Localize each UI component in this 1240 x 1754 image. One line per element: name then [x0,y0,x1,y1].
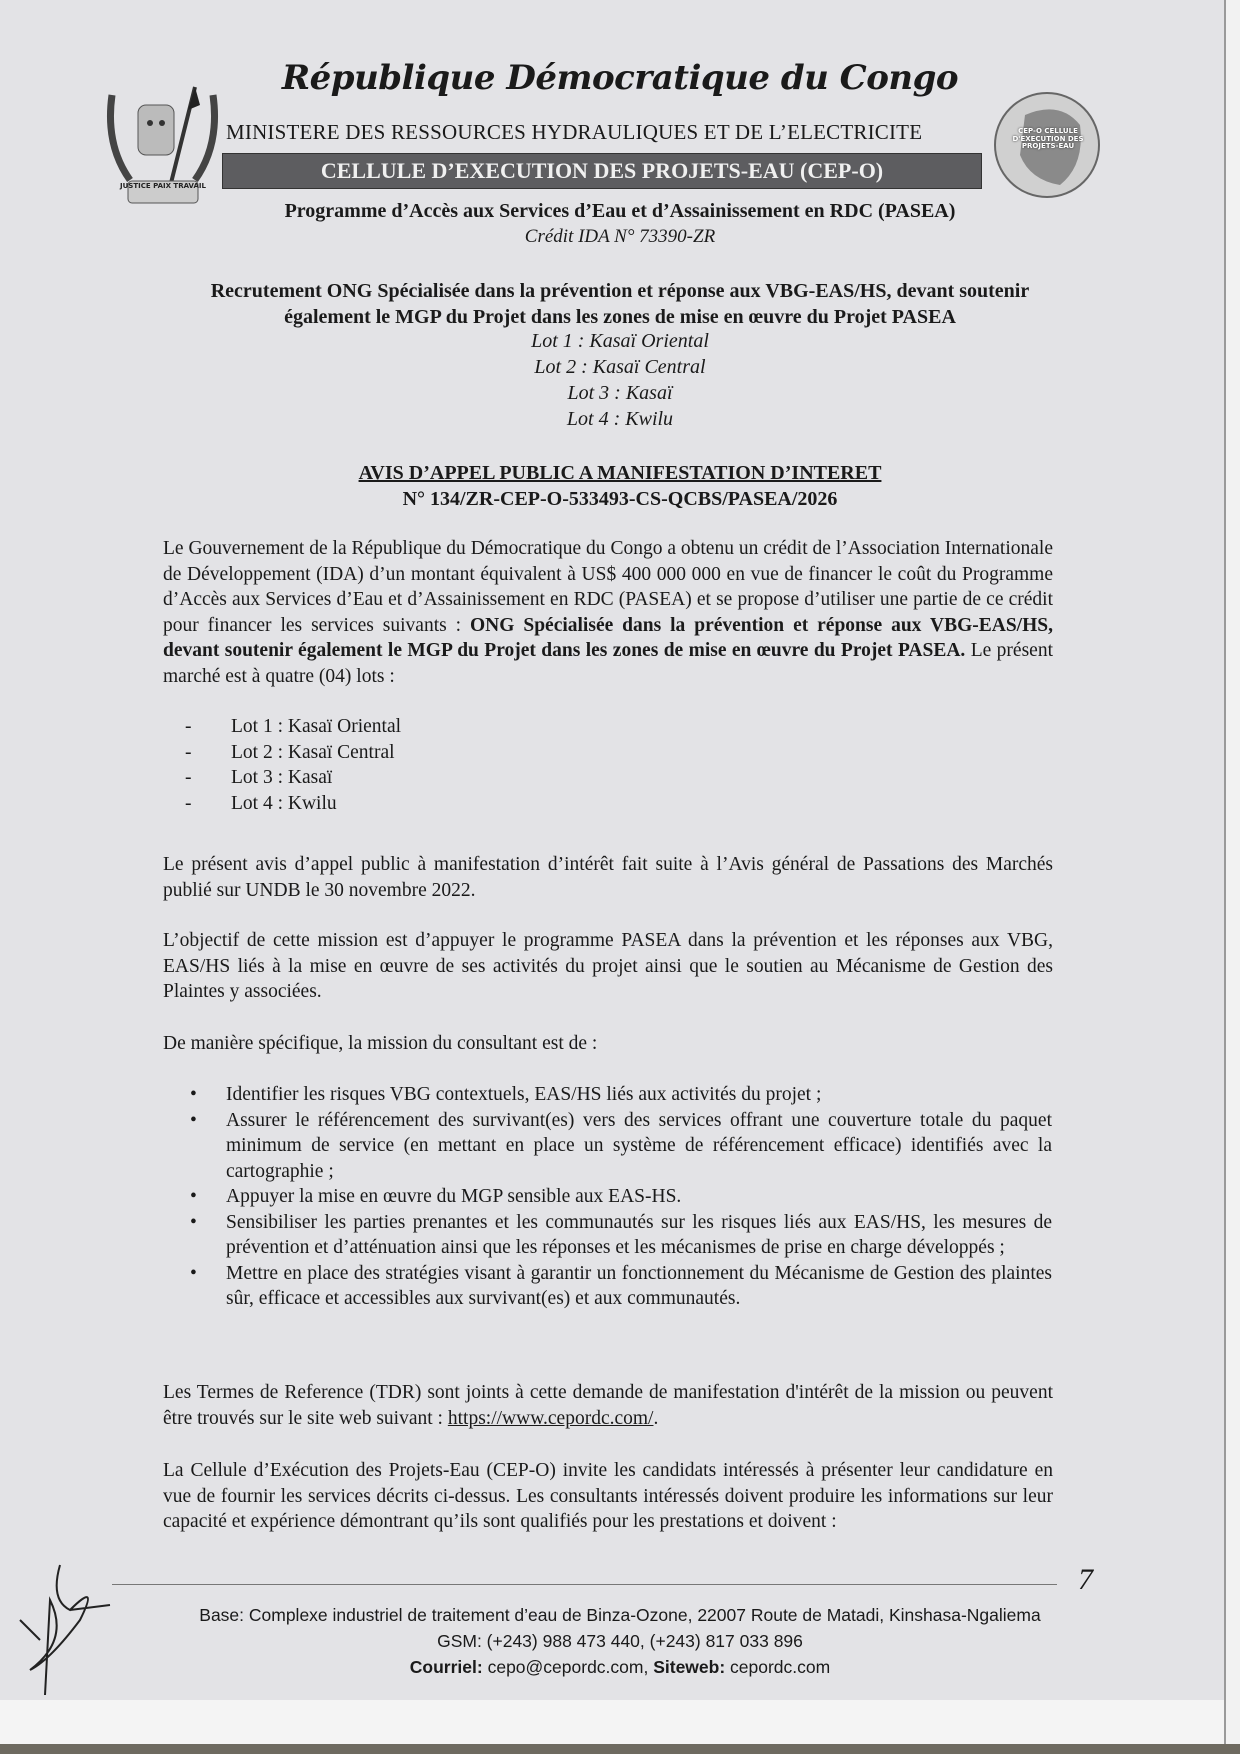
page-edge [1224,0,1240,1754]
intro-text: Le Gouvernement de la République du Démocratique du Congo a obtenu un crédit de l’Association Internationale de Développement (IDA) d’un montant équivalent à US$ 400 000 000 en vue de financer le coût du Programme d’Accès aux Services d’Eau et d’Assainissement en RDC (PASEA) et se propose d’utiliser une partie de ce crédit pour financer les services suivants : [163,538,1053,636]
cep-o-logo-text: CEP-O CELLULE D'EXECUTION DES PROJETS-EAU [1012,127,1084,151]
ministry-name: MINISTERE DES RESSOURCES HYDRAULIQUES ET DE L’ELECTRICITE [226,120,923,144]
email-label: Courriel: [409,1657,483,1677]
paragraph-invitation: La Cellule d’Exécution des Projets-Eau (CEP-O) invite les candidats intéressés à présenter leur candidature en vue de fournir les services décrits ci-dessus. Les consultants intéressés doivent produire les informations sur leur capacité et expérience démontrant qu’ils sont qualifiés pour les prestations et doivent : [163,1460,1053,1532]
lots-heading [0,328,1240,432]
notice-number: N° 134/ZR-CEP-O-533493-CS-QCBS/PASEA/2026 [402,488,838,510]
website-link[interactable]: https://www.cepordc.com/ [447,1407,654,1429]
list-item: • Sensibiliser les parties prenantes et les communautés sur les risques liés aux EAS/HS, les mesures de prévention et d’atténuation ainsi que les réponses et les mécanismes de prise en charge développés ; [190,1211,1052,1258]
intro-bold: ONG Spécialisée dans la prévention et réponse aux VBG-EAS/HS, devant soutenir également le MGP du Projet dans les zones de mise en œuvre du Projet PASEA. [163,614,1053,661]
page-initial: 7 [1078,1563,1093,1596]
country-title: République Démocratique du Congo [281,58,959,98]
site-value: cepordc.com [725,1657,831,1677]
programme-title: Programme d’Accès aux Services d’Eau et d’Assainissement en RDC (PASEA) [284,200,956,222]
intro-text-end: Le présent marché est à quatre (04) lots : [163,640,1053,687]
list-item: - Lot 3 : Kasaï [185,767,333,788]
page-edge-bottom [0,1744,1240,1754]
footer-address: Base: Complexe industriel de traitement d’eau de Binza-Ozone, 22007 Route de Matadi, Kinshasa-Ngaliema [199,1605,1041,1625]
lot-item: Lot 1 : Kasaï Oriental [531,330,709,352]
recruitment-title: Recrutement ONG Spécialisée dans la prévention et réponse aux VBG-EAS/HS, devant soutenir également le MGP du Projet dans les zones de mise en œuvre du Projet PASEA [210,280,1030,328]
lot-item: Lot 2 : Kasaï Central [534,356,706,378]
list-item: - Lot 4 : Kwilu [185,792,337,814]
tdr-text: Les Termes de Reference (TDR) sont joints à cette demande de manifestation d'intérêt de la mission ou peuvent être trouvés sur le site web suivant : [163,1382,1053,1429]
notice-heading [0,460,1240,512]
footer-gsm: GSM: (+243) 988 473 440, (+243) 817 033 896 [437,1631,803,1651]
list-item: • Mettre en place des stratégies visant à garantir un fonctionnement du Mécanisme de Gestion des plaintes sûr, efficace et accessibles aux survivant(es) et aux communautés. [190,1262,1052,1309]
paragraph-tdr [163,1380,1053,1431]
list-item: • Assurer le référencement des survivant(es) vers des services offrant une couverture totale du paquet minimum de service (en mettant en place un système de référencement efficace) identifiés avec la cartographie ; [190,1109,1052,1182]
paragraph-objective: L’objectif de cette mission est d’appuyer le programme PASEA dans la prévention et les réponses aux VBG, EAS/HS liés à la mise en œuvre de ses activités du projet ainsi que le soutien au Mécanisme de Gestion des Plaintes y associées. [163,930,1053,1002]
lot-item: Lot 4 : Kwilu [566,408,674,430]
list-item: - Lot 1 : Kasaï Oriental [185,716,402,737]
notice-title: AVIS D’APPEL PUBLIC A MANIFESTATION D’INTERET [358,462,882,484]
paragraph-undb: Le présent avis d’appel public à manifestation d’intérêt fait suite à l’Avis général de Passations des Marchés publié sur UNDB le 30 novembre 2022. [163,854,1053,901]
list-item: • Appuyer la mise en œuvre du MGP sensible aux EAS-HS. [190,1186,682,1207]
lot-list [185,714,401,816]
unit-banner: CELLULE D’EXECUTION DES PROJETS-EAU (CEP-O) [222,153,982,189]
lot-item: Lot 3 : Kasaï [567,382,673,404]
paragraph-specific: De manière spécifique, la mission du consultant est de : [163,1033,598,1054]
footer-contact [0,1657,1240,1678]
mission-bullets [190,1082,1052,1312]
list-item: - Lot 2 : Kasaï Central [185,741,395,763]
coat-of-arms-motto: JUSTICE PAIX TRAVAIL [120,182,206,190]
credit-number: Crédit IDA N° 73390-ZR [524,226,716,247]
paragraph-intro [163,536,1053,689]
signature [10,1560,120,1700]
site-label: Siteweb: [653,1657,726,1677]
footer-divider [112,1584,1057,1585]
email-value: cepo@cepordc.com, [482,1657,654,1677]
tdr-end: . [653,1407,659,1429]
list-item: • Identifier les risques VBG contextuels, EAS/HS liés aux activités du projet ; [190,1084,822,1105]
